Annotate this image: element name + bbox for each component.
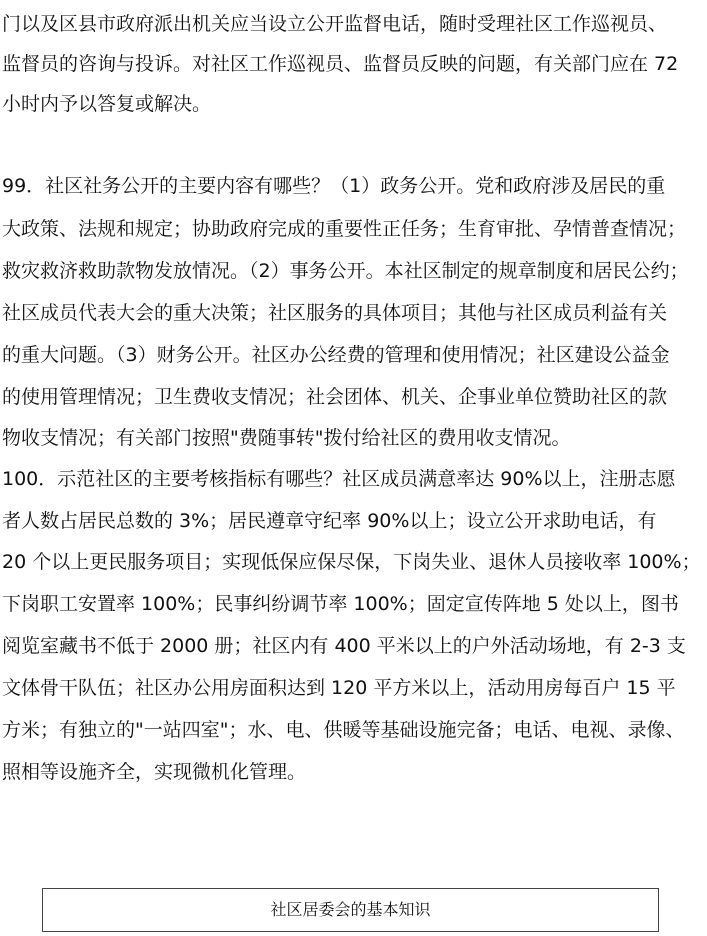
text-line: 方米；有独立的"一站四室"；水、电、供暖等基础设施完备；电话、电视、录像、 — [2, 719, 685, 741]
text-line: 文体骨干队伍；社区办公用房面积达到 120 平方米以上，活动用房每百户 15 平 — [2, 677, 676, 699]
text-line: 大政策、法规和规定；协助政府完成的重要性正任务；生育审批、孕情普查情况； — [2, 218, 687, 240]
section-title: 社区居委会的基本知识 — [270, 900, 431, 919]
text-line: 小时内予以答复或解决。 — [2, 93, 212, 115]
text-line: 监督员的咨询与投诉。对社区工作巡视员、监督员反映的问题，有关部门应在 72 — [2, 53, 679, 75]
section-title-box — [42, 888, 659, 932]
text-line: 100．示范社区的主要考核指标有哪些？社区成员满意率达 90%以上，注册志愿 — [2, 468, 676, 490]
text-line: 照相等设施齐全，实现微机化管理。 — [2, 761, 307, 783]
text-line: 者人数占居民总数的 3%；居民遵章守纪率 90%以上；设立公开求助电话，有 — [2, 510, 657, 532]
text-line: 下岗职工安置率 100%；民事纠纷调节率 100%；固定宣传阵地 5 处以上，图书 — [2, 593, 679, 615]
text-line: 社区成员代表大会的重大决策；社区服务的具体项目；其他与社区成员利益有关 — [2, 302, 668, 324]
text-line: 99．社区社务公开的主要内容有哪些？（1）政务公开。党和政府涉及居民的重 — [2, 175, 666, 197]
text-line: 的使用管理情况；卫生费收支情况；社会团体、机关、企事业单位赞助社区的款 — [2, 386, 668, 408]
text-line: 物收支情况；有关部门按照"费随事转"拨付给社区的费用收支情况。 — [2, 427, 571, 449]
text-line: 20 个以上更民服务项目；实现低保应保尽保，下岗失业、退休人员接收率 100%； — [2, 551, 701, 573]
text-line: 的重大问题。（3）财务公开。社区办公经费的管理和使用情况；社区建设公益金 — [2, 344, 670, 366]
text-line: 救灾救济救助款物发放情况。（2）事务公开。本社区制定的规章制度和居民公约； — [2, 260, 689, 282]
text-line: 阅览室藏书不低于 2000 册；社区内有 400 平米以上的户外活动场地，有 2-3 支 — [2, 635, 686, 657]
text-line: 门以及区县市政府派出机关应当设立公开监督电话，随时受理社区工作巡视员、 — [2, 13, 668, 35]
